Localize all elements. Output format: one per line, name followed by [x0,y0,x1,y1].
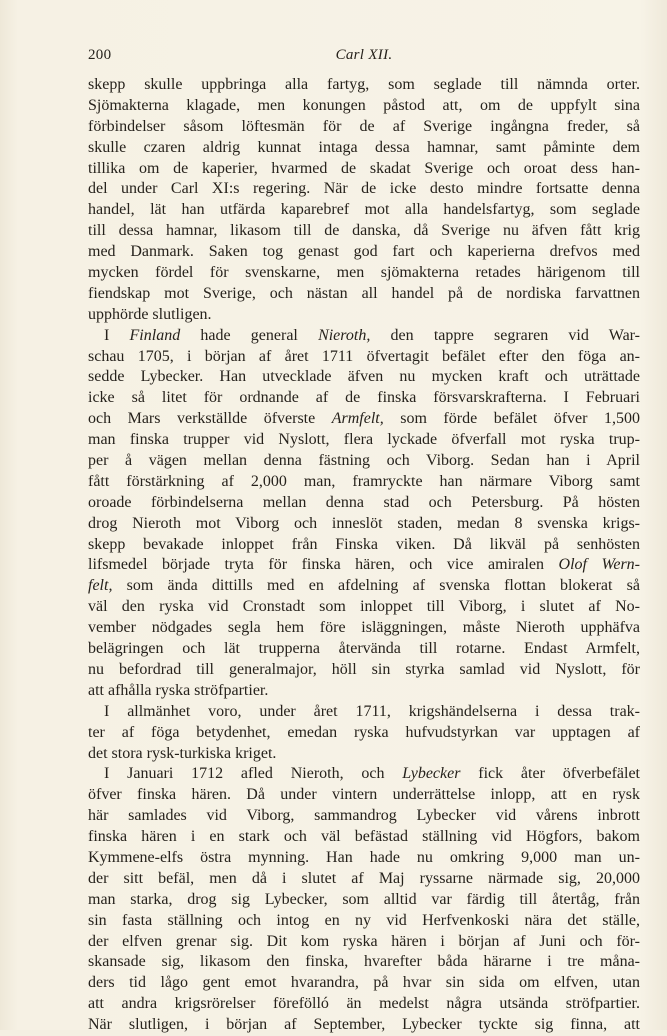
text-run: der elfven grenar sig. Dit kom ryska hären i början af Juni och för- [88,932,640,950]
page-number: 200 [88,47,112,63]
text-line [88,869,640,890]
text-run: förbindelser såsom löftesmän för de af Sverige ingångna freder, så [88,117,640,135]
text-run: man finska trupper vid Nyslott, flera lyckade öfverfall mot ryska trup- [88,431,640,449]
text-line [88,785,640,806]
text-line [88,827,640,848]
text-run: ter af föga betydenhet, emedan ryska hufvudstyrkan var upptagen af [88,723,640,741]
text-line [88,1015,640,1036]
text-run: Sjömakterna klagade, men konungen påstod att, om de uppfylt sina [88,96,640,114]
text-run: öfver finska hären. Då under vintern underrättelse inlopp, att en rysk [88,786,640,804]
text-run: man starka, drog sig Lybecker, som alltid var färdig till återtåg, från [88,890,640,908]
text-run: finska hären i en stark och väl befästad ställning vid Högfors, bakom [88,828,640,846]
italic-name: Finland [129,326,181,344]
text-line [88,702,640,723]
text-line [88,639,640,660]
running-head: Carl XII. [335,47,393,63]
text-line [88,451,640,472]
text-line [88,263,640,284]
text-line [88,576,640,597]
text-run: tillika om de kaperier, hvarmed de skadat Sverige och oroat dess han- [88,159,640,177]
italic-name: felt, [88,577,113,595]
text-run: skepp bevakade inloppet från Finska viken. Då likväl på senhösten [88,535,640,553]
text-line [88,221,640,242]
text-line [88,75,640,96]
text-line [88,159,640,180]
text-run: som förde befälet öfver 1,500 [383,410,640,428]
text-run: del under Carl XI:s regering. När de icke desto mindre fortsatte denna [88,180,640,198]
text-run: skepp skulle uppbringa alla fartyg, som seglade till nämnda orter. [88,76,640,93]
text-line [88,848,640,869]
text-run: som ända dittills med en afdelning af svenska flottan blokerat så [112,577,640,595]
text-line [88,138,640,159]
text-run: här samlades vid Viborg, sammandrog Lybecker vid vårens inbrott [88,807,640,825]
text-run: hade general [180,326,319,344]
text-line [88,806,640,827]
text-line [88,430,640,451]
text-run: skulle czaren aldrig kunnat intaga dessa hamnar, samt påminte dem [88,138,640,156]
italic-name: Armfelt, [331,410,384,428]
text-line [88,618,640,639]
text-line [88,367,640,388]
text-run: mycken fördel för svenskarne, men sjömakterna retades härigenom till [88,264,640,282]
text-run: belägringen och lät trupperna återvända till rotarne. Endast Armfelt, [88,640,640,658]
text-run: skansade sig, likasom den finska, hvarefter båda härarne i tre måna- [88,953,640,971]
text-line [88,764,640,785]
text-run: icke så litet för ordnande af de finska försvarskrafterna. I Februari [88,389,640,407]
text-line [88,242,640,263]
text-line [88,535,640,556]
text-line [88,179,640,200]
text-line [88,681,640,702]
text-run: och Mars verkställde öfverste [88,410,332,428]
text-line [88,388,640,409]
italic-name: Nieroth, [318,326,371,344]
body-text [88,75,640,1036]
text-run: När slutligen, i början af September, Lybecker tyckte sig finna, att [88,1016,640,1034]
text-run: handel, lät han utfärda kaparebref mot alla handelsfartyg, som seglade [88,201,640,219]
italic-name: Lybecker [402,765,461,783]
text-run: lifsmedel började tryta för finska hären, och vice amiralen [88,556,559,574]
text-run: I [104,326,130,344]
text-run: oroade förbindelserna mellan denna stad och Petersburg. På hösten [88,493,640,511]
text-line [88,409,640,430]
text-line [88,96,640,117]
italic-name: Olof Wern- [558,556,640,574]
text-line [88,744,640,765]
text-run: I allmänhet voro, under året 1711, krigshändelserna i dessa trak- [104,702,640,720]
text-run: sedde Lybecker. Han utvecklade äfven nu mycken kraft och uträttade [88,368,640,386]
text-run: till dessa hamnar, likasom till de danska, då Sverige nu äfven fått krig [88,222,640,240]
text-run: upphörde slutligen. [88,305,212,323]
text-line [88,326,640,347]
text-run: schau 1705, i början af året 1711 öfvertagit befälet efter den föga an- [88,347,640,365]
text-line [88,597,640,618]
text-run: med Danmark. Saken tog genast god fart och kaperierna drefvos med [88,243,640,261]
text-run: drog Nieroth mot Viborg och inneslöt staden, medan 8 svenska krigs- [88,514,640,532]
text-run: fiendskap mot Sverige, och nästan all handel på de nordiska farvattnen [88,284,640,302]
text-run: ders tid lågo gent emot hvarandra, på hvar sin sida om elfven, utan [88,974,640,992]
text-line [88,723,640,744]
text-line [88,284,640,305]
text-line [88,994,640,1015]
text-line [88,347,640,368]
text-run: vember nödgades segla hem före isläggningen, måste Nieroth upphäfva [88,619,640,637]
text-run: det stora rysk-turkiska kriget. [88,744,277,762]
text-run: att andra krigsrörelser förefölló än medelst några utsända ströfpartier. [88,995,640,1013]
text-run: I Januari 1712 afled Nieroth, och [104,765,403,783]
text-run: att afhålla ryska ströfpartier. [88,681,269,699]
page-header [88,47,640,67]
text-line [88,305,640,326]
text-line [88,932,640,953]
text-run: fick åter öfverbefälet [460,765,640,783]
text-line [88,952,640,973]
text-line [88,660,640,681]
text-line [88,890,640,911]
text-run: der sitt befäl, men då i slutet af Maj ryssarne närmade sig, 20,000 [88,869,640,887]
text-line [88,911,640,932]
text-line [88,555,640,576]
text-line [88,493,640,514]
text-run: per å vägen mellan denna fästning och Viborg. Sedan han i April [88,452,640,470]
text-line [88,472,640,493]
text-run: sin fasta ställning och intog en ny vid Herfvenkoski nära det ställe, [88,911,640,929]
text-run: väl den ryska vid Cronstadt som inloppet till Viborg, i slutet af No- [88,598,640,616]
text-run: den tappre segraren vid War- [370,326,641,344]
text-run: Kymmene-elfs östra mynning. Han hade nu omkring 9,000 man un- [88,848,640,866]
text-line [88,200,640,221]
text-run: fått förstärkning af 2,000 man, framryckte han närmare Viborg samt [88,472,640,490]
text-line [88,514,640,535]
text-line [88,973,640,994]
text-line [88,117,640,138]
text-run: nu befordrad till generalmajor, höll sin styrka samlad vid Nyslott, för [88,660,640,678]
